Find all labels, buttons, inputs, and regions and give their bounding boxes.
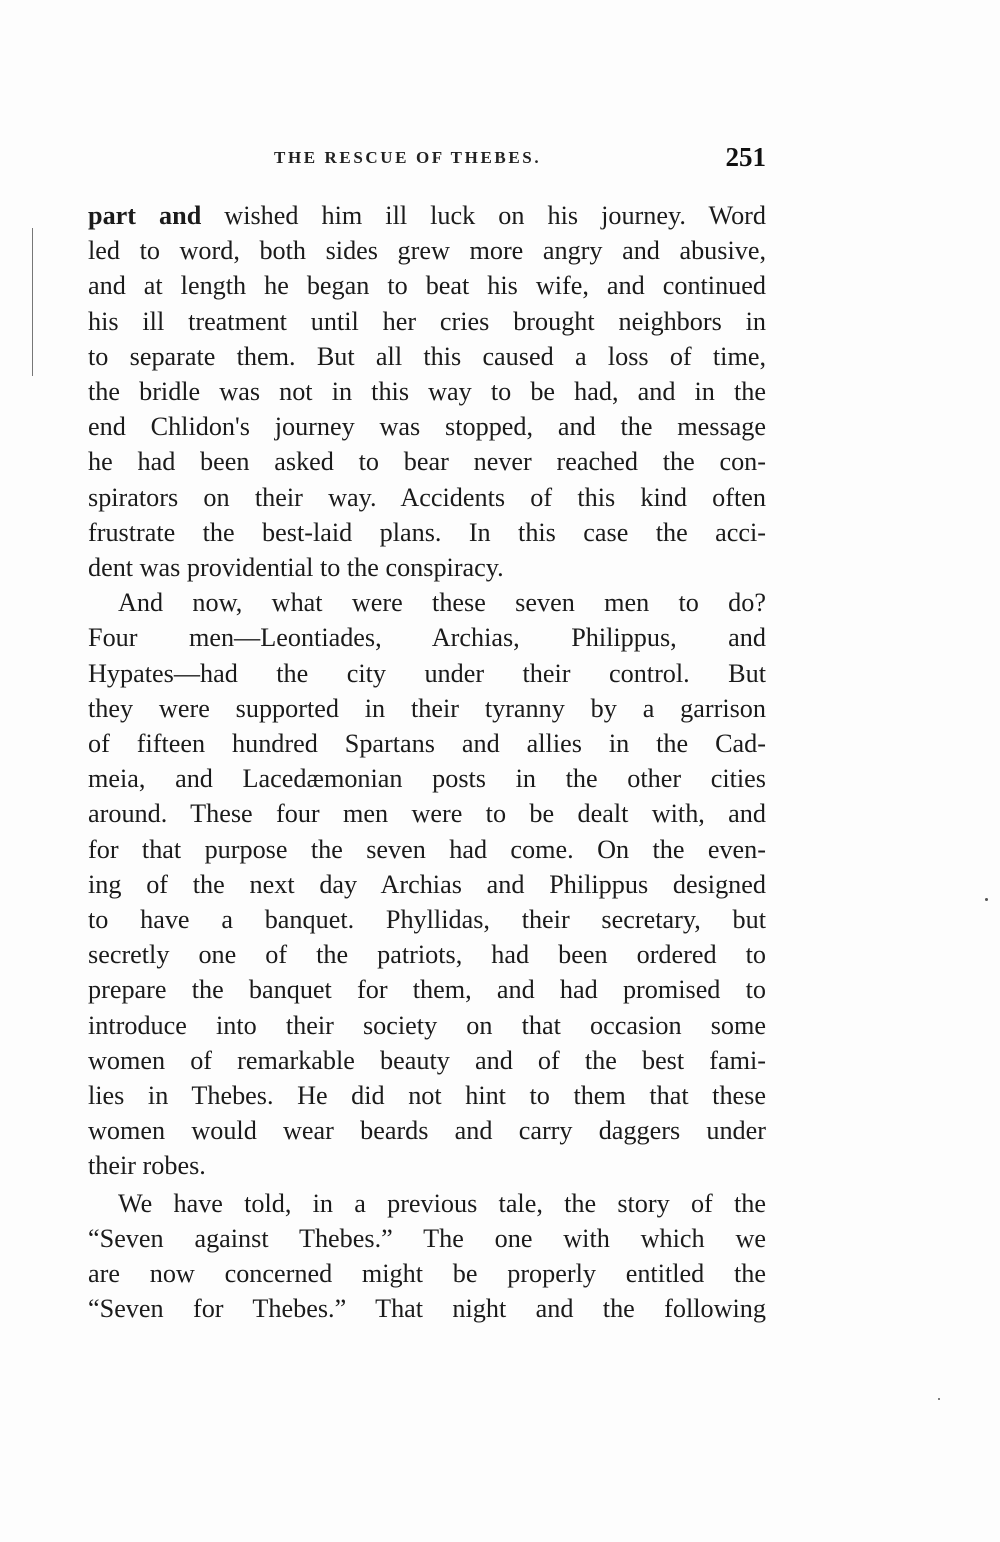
text-line: women of remarkable beauty and of the best fami-	[88, 1045, 766, 1075]
text-line: We have told, in a previous tale, the story of the	[118, 1188, 766, 1218]
lead-word: part and	[88, 201, 202, 230]
text-line: “Seven for Thebes.” That night and the following	[88, 1294, 766, 1324]
body-text	[88, 198, 766, 1327]
text-line: for that purpose the seven had come. On the even-	[88, 834, 766, 864]
text-line: led to word, both sides grew more angry and abusive,	[88, 236, 766, 266]
text-line: around. These four men were to be dealt with, and	[88, 799, 766, 829]
running-head	[88, 144, 768, 180]
paragraph-1	[88, 198, 766, 585]
text-line: are now concerned might be properly entitled the	[88, 1259, 766, 1289]
text-line: their robes.	[88, 1151, 206, 1181]
text-line: he had been asked to bear never reached the con-	[88, 447, 766, 477]
text-line: to have a banquet. Phyllidas, their secretary, but	[88, 905, 766, 935]
text-line: prepare the banquet for them, and had promised to	[88, 975, 766, 1005]
text-line: his ill treatment until her cries brought neighbors in	[88, 306, 766, 336]
text-line-rest: wished him ill luck on his journey. Word	[224, 201, 766, 230]
text-line: they were supported in their tyranny by a garrison	[88, 693, 766, 723]
text-line: Hypates—had the city under their control. But	[88, 658, 766, 688]
text-line: And now, what were these seven men to do?	[118, 588, 766, 618]
text-line: spirators on their way. Accidents of this kind often	[88, 482, 766, 512]
running-title: THE RESCUE OF THEBES.	[274, 148, 542, 167]
text-line: to separate them. But all this caused a loss of time,	[88, 341, 766, 371]
page-number: 251	[725, 142, 766, 172]
text-line: end Chlidon's journey was stopped, and the message	[88, 412, 766, 442]
paragraph-3	[88, 1186, 766, 1327]
text-line: Four men—Leontiades, Archias, Philippus, and	[88, 623, 766, 653]
text-line: of fifteen hundred Spartans and allies in the Cad-	[88, 729, 766, 759]
text-line: lies in Thebes. He did not hint to them that these	[88, 1081, 766, 1111]
paragraph-2	[88, 585, 766, 1183]
text-line: “Seven against Thebes.” The one with which we	[88, 1223, 766, 1253]
ink-speck	[938, 1398, 940, 1400]
text-line: secretly one of the patriots, had been ordered to	[88, 940, 766, 970]
margin-rule-mark	[32, 228, 33, 376]
ink-speck	[985, 898, 988, 901]
text-line: dent was providential to the conspiracy.	[88, 553, 504, 583]
text-line: meia, and Lacedæmonian posts in the other cities	[88, 764, 766, 794]
text-line: and at length he began to beat his wife, and continued	[88, 271, 766, 301]
text-line: frustrate the best-laid plans. In this case the acci-	[88, 517, 766, 547]
text-line	[88, 198, 766, 233]
text-line: women would wear beards and carry daggers under	[88, 1116, 766, 1146]
text-line: ing of the next day Archias and Philippus designed	[88, 869, 766, 899]
text-line: the bridle was not in this way to be had, and in the	[88, 377, 766, 407]
text-line: introduce into their society on that occasion some	[88, 1010, 766, 1040]
